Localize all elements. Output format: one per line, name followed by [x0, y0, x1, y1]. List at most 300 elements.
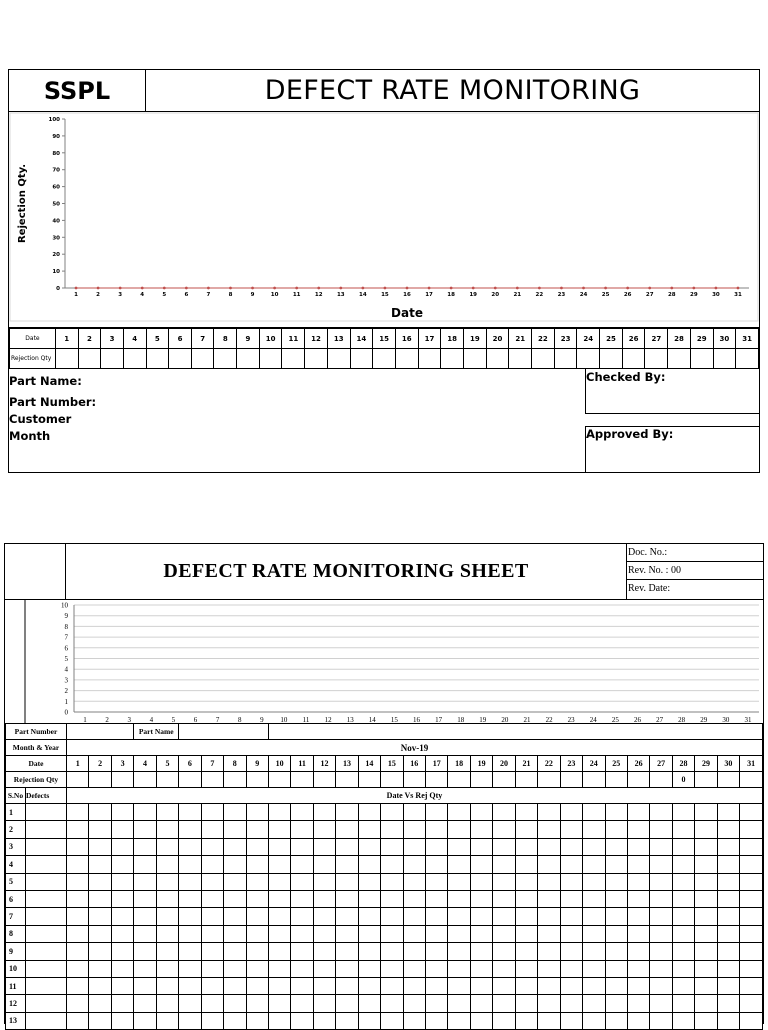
defect-qty-cell[interactable]: [66, 943, 88, 960]
defect-qty-cell[interactable]: [246, 908, 268, 925]
defect-qty-cell[interactable]: [470, 1012, 492, 1029]
defect-qty-cell[interactable]: [583, 873, 605, 890]
defect-qty-cell[interactable]: [66, 838, 88, 855]
defect-name-cell[interactable]: [25, 960, 66, 977]
defect-qty-cell[interactable]: [740, 977, 763, 994]
defect-qty-cell[interactable]: [740, 838, 763, 855]
defect-qty-cell[interactable]: [313, 1012, 335, 1029]
defect-qty-cell[interactable]: [246, 838, 268, 855]
defect-qty-cell[interactable]: [740, 821, 763, 838]
defect-qty-cell[interactable]: [201, 977, 223, 994]
defect-qty-cell[interactable]: [470, 960, 492, 977]
sheet-rejection-cell[interactable]: [358, 772, 380, 788]
defect-qty-cell[interactable]: [358, 890, 380, 907]
defect-qty-cell[interactable]: [291, 890, 313, 907]
defect-qty-cell[interactable]: [627, 821, 649, 838]
defect-qty-cell[interactable]: [201, 960, 223, 977]
rejection-cell[interactable]: [441, 349, 464, 369]
defect-qty-cell[interactable]: [358, 960, 380, 977]
defect-qty-cell[interactable]: [672, 925, 694, 942]
defect-qty-cell[interactable]: [66, 925, 88, 942]
sheet-rejection-cell[interactable]: [493, 772, 515, 788]
defect-qty-cell[interactable]: [224, 908, 246, 925]
defect-qty-cell[interactable]: [89, 960, 111, 977]
defect-qty-cell[interactable]: [448, 995, 470, 1012]
defect-qty-cell[interactable]: [426, 873, 448, 890]
defect-qty-cell[interactable]: [583, 856, 605, 873]
defect-qty-cell[interactable]: [538, 908, 560, 925]
sheet-rejection-cell[interactable]: [448, 772, 470, 788]
defect-qty-cell[interactable]: [560, 821, 582, 838]
defect-qty-cell[interactable]: [179, 873, 201, 890]
defect-qty-cell[interactable]: [134, 838, 156, 855]
sheet-rejection-cell[interactable]: [313, 772, 335, 788]
defect-qty-cell[interactable]: [268, 873, 290, 890]
defect-qty-cell[interactable]: [650, 977, 672, 994]
sheet-rejection-cell[interactable]: [538, 772, 560, 788]
defect-qty-cell[interactable]: [605, 943, 627, 960]
defect-qty-cell[interactable]: [66, 804, 88, 821]
approved-by-box[interactable]: [585, 426, 759, 472]
defect-qty-cell[interactable]: [313, 908, 335, 925]
defect-qty-cell[interactable]: [179, 804, 201, 821]
defect-qty-cell[interactable]: [605, 995, 627, 1012]
defect-qty-cell[interactable]: [627, 960, 649, 977]
sheet-rejection-cell[interactable]: [403, 772, 425, 788]
part-name-value[interactable]: [179, 724, 269, 740]
defect-qty-cell[interactable]: [268, 908, 290, 925]
defect-qty-cell[interactable]: [134, 960, 156, 977]
defect-qty-cell[interactable]: [650, 804, 672, 821]
defect-qty-cell[interactable]: [515, 804, 537, 821]
defect-qty-cell[interactable]: [560, 977, 582, 994]
defect-qty-cell[interactable]: [470, 856, 492, 873]
defect-qty-cell[interactable]: [134, 908, 156, 925]
defect-qty-cell[interactable]: [426, 943, 448, 960]
defect-qty-cell[interactable]: [246, 873, 268, 890]
rejection-cell[interactable]: [713, 349, 736, 369]
defect-qty-cell[interactable]: [179, 995, 201, 1012]
defect-qty-cell[interactable]: [583, 925, 605, 942]
defect-qty-cell[interactable]: [313, 821, 335, 838]
defect-qty-cell[interactable]: [268, 925, 290, 942]
rejection-cell[interactable]: [146, 349, 169, 369]
defect-qty-cell[interactable]: [224, 960, 246, 977]
defect-qty-cell[interactable]: [560, 890, 582, 907]
defect-qty-cell[interactable]: [336, 943, 358, 960]
defect-qty-cell[interactable]: [493, 943, 515, 960]
defect-qty-cell[interactable]: [358, 838, 380, 855]
defect-qty-cell[interactable]: [560, 838, 582, 855]
defect-qty-cell[interactable]: [111, 977, 133, 994]
defect-qty-cell[interactable]: [66, 821, 88, 838]
rejection-cell[interactable]: [214, 349, 237, 369]
defect-qty-cell[interactable]: [515, 821, 537, 838]
rejection-cell[interactable]: [690, 349, 713, 369]
defect-qty-cell[interactable]: [336, 804, 358, 821]
defect-qty-cell[interactable]: [740, 856, 763, 873]
defect-qty-cell[interactable]: [403, 1012, 425, 1029]
defect-qty-cell[interactable]: [448, 821, 470, 838]
defect-qty-cell[interactable]: [627, 1012, 649, 1029]
sheet-rejection-cell[interactable]: [179, 772, 201, 788]
defect-qty-cell[interactable]: [111, 960, 133, 977]
defect-qty-cell[interactable]: [179, 856, 201, 873]
defect-qty-cell[interactable]: [650, 995, 672, 1012]
defect-qty-cell[interactable]: [201, 856, 223, 873]
defect-qty-cell[interactable]: [560, 1012, 582, 1029]
defect-qty-cell[interactable]: [111, 873, 133, 890]
defect-qty-cell[interactable]: [470, 925, 492, 942]
defect-qty-cell[interactable]: [381, 960, 403, 977]
defect-qty-cell[interactable]: [515, 873, 537, 890]
defect-qty-cell[interactable]: [246, 977, 268, 994]
defect-qty-cell[interactable]: [493, 838, 515, 855]
defect-qty-cell[interactable]: [605, 838, 627, 855]
rejection-cell[interactable]: [463, 349, 486, 369]
defect-qty-cell[interactable]: [201, 821, 223, 838]
defect-qty-cell[interactable]: [156, 838, 178, 855]
sheet-rejection-cell[interactable]: [336, 772, 358, 788]
defect-qty-cell[interactable]: [201, 838, 223, 855]
defect-qty-cell[interactable]: [336, 960, 358, 977]
sheet-rejection-cell[interactable]: [201, 772, 223, 788]
defect-qty-cell[interactable]: [448, 856, 470, 873]
defect-qty-cell[interactable]: [111, 1012, 133, 1029]
defect-qty-cell[interactable]: [89, 804, 111, 821]
defect-qty-cell[interactable]: [470, 890, 492, 907]
defect-qty-cell[interactable]: [313, 925, 335, 942]
rejection-cell[interactable]: [327, 349, 350, 369]
defect-name-cell[interactable]: [25, 856, 66, 873]
defect-qty-cell[interactable]: [605, 804, 627, 821]
defect-qty-cell[interactable]: [605, 977, 627, 994]
defect-qty-cell[interactable]: [268, 890, 290, 907]
defect-qty-cell[interactable]: [381, 821, 403, 838]
defect-qty-cell[interactable]: [650, 821, 672, 838]
defect-qty-cell[interactable]: [246, 943, 268, 960]
rev-no-field[interactable]: Rev. No. : 00: [627, 562, 763, 580]
defect-qty-cell[interactable]: [695, 925, 717, 942]
defect-qty-cell[interactable]: [403, 890, 425, 907]
defect-qty-cell[interactable]: [426, 960, 448, 977]
defect-qty-cell[interactable]: [695, 908, 717, 925]
defect-qty-cell[interactable]: [268, 943, 290, 960]
defect-qty-cell[interactable]: [605, 873, 627, 890]
sheet-rejection-cell[interactable]: [66, 772, 88, 788]
defect-qty-cell[interactable]: [560, 995, 582, 1012]
defect-qty-cell[interactable]: [627, 925, 649, 942]
defect-qty-cell[interactable]: [134, 995, 156, 1012]
defect-qty-cell[interactable]: [313, 960, 335, 977]
defect-qty-cell[interactable]: [448, 890, 470, 907]
defect-name-cell[interactable]: [25, 838, 66, 855]
defect-qty-cell[interactable]: [381, 925, 403, 942]
defect-qty-cell[interactable]: [313, 977, 335, 994]
defect-qty-cell[interactable]: [717, 838, 739, 855]
defect-qty-cell[interactable]: [583, 960, 605, 977]
rejection-cell[interactable]: [532, 349, 555, 369]
defect-qty-cell[interactable]: [134, 856, 156, 873]
defect-qty-cell[interactable]: [134, 821, 156, 838]
defect-qty-cell[interactable]: [291, 856, 313, 873]
defect-qty-cell[interactable]: [627, 977, 649, 994]
defect-qty-cell[interactable]: [583, 821, 605, 838]
defect-qty-cell[interactable]: [605, 856, 627, 873]
defect-qty-cell[interactable]: [695, 804, 717, 821]
checked-by-box[interactable]: [585, 368, 759, 414]
defect-qty-cell[interactable]: [313, 943, 335, 960]
defect-qty-cell[interactable]: [134, 943, 156, 960]
defect-qty-cell[interactable]: [156, 856, 178, 873]
defect-qty-cell[interactable]: [381, 908, 403, 925]
defect-qty-cell[interactable]: [426, 1012, 448, 1029]
defect-qty-cell[interactable]: [650, 856, 672, 873]
defect-qty-cell[interactable]: [336, 995, 358, 1012]
defect-qty-cell[interactable]: [134, 804, 156, 821]
defect-qty-cell[interactable]: [111, 838, 133, 855]
sheet-rejection-cell[interactable]: [426, 772, 448, 788]
defect-qty-cell[interactable]: [358, 1012, 380, 1029]
defect-qty-cell[interactable]: [403, 821, 425, 838]
defect-qty-cell[interactable]: [291, 821, 313, 838]
defect-qty-cell[interactable]: [179, 977, 201, 994]
defect-qty-cell[interactable]: [426, 838, 448, 855]
defect-qty-cell[interactable]: [448, 943, 470, 960]
defect-qty-cell[interactable]: [426, 925, 448, 942]
defect-qty-cell[interactable]: [583, 995, 605, 1012]
defect-qty-cell[interactable]: [381, 890, 403, 907]
part-number-value[interactable]: [66, 724, 133, 740]
defect-qty-cell[interactable]: [381, 873, 403, 890]
defect-qty-cell[interactable]: [246, 856, 268, 873]
defect-qty-cell[interactable]: [66, 873, 88, 890]
defect-qty-cell[interactable]: [493, 925, 515, 942]
defect-qty-cell[interactable]: [179, 943, 201, 960]
defect-qty-cell[interactable]: [224, 856, 246, 873]
sheet-rejection-cell[interactable]: [583, 772, 605, 788]
defect-qty-cell[interactable]: [336, 925, 358, 942]
defect-qty-cell[interactable]: [156, 977, 178, 994]
defect-qty-cell[interactable]: [381, 995, 403, 1012]
defect-qty-cell[interactable]: [740, 1012, 763, 1029]
defect-qty-cell[interactable]: [313, 856, 335, 873]
defect-qty-cell[interactable]: [89, 943, 111, 960]
defect-qty-cell[interactable]: [515, 995, 537, 1012]
defect-qty-cell[interactable]: [493, 873, 515, 890]
defect-qty-cell[interactable]: [246, 890, 268, 907]
defect-qty-cell[interactable]: [313, 838, 335, 855]
defect-qty-cell[interactable]: [381, 1012, 403, 1029]
defect-qty-cell[interactable]: [605, 908, 627, 925]
defect-qty-cell[interactable]: [470, 838, 492, 855]
defect-qty-cell[interactable]: [493, 890, 515, 907]
defect-qty-cell[interactable]: [268, 821, 290, 838]
defect-qty-cell[interactable]: [66, 908, 88, 925]
defect-qty-cell[interactable]: [156, 943, 178, 960]
defect-name-cell[interactable]: [25, 1012, 66, 1029]
rejection-cell[interactable]: [78, 349, 101, 369]
defect-qty-cell[interactable]: [66, 856, 88, 873]
defect-qty-cell[interactable]: [426, 804, 448, 821]
defect-qty-cell[interactable]: [650, 1012, 672, 1029]
defect-qty-cell[interactable]: [740, 960, 763, 977]
defect-qty-cell[interactable]: [89, 890, 111, 907]
defect-qty-cell[interactable]: [538, 890, 560, 907]
rejection-cell[interactable]: [554, 349, 577, 369]
defect-qty-cell[interactable]: [111, 943, 133, 960]
defect-qty-cell[interactable]: [89, 838, 111, 855]
rejection-cell[interactable]: [191, 349, 214, 369]
defect-qty-cell[interactable]: [134, 925, 156, 942]
defect-qty-cell[interactable]: [470, 977, 492, 994]
defect-name-cell[interactable]: [25, 943, 66, 960]
defect-qty-cell[interactable]: [470, 873, 492, 890]
rejection-cell[interactable]: [418, 349, 441, 369]
defect-qty-cell[interactable]: [268, 838, 290, 855]
defect-qty-cell[interactable]: [224, 873, 246, 890]
defect-qty-cell[interactable]: [403, 943, 425, 960]
defect-qty-cell[interactable]: [336, 873, 358, 890]
defect-qty-cell[interactable]: [672, 1012, 694, 1029]
defect-qty-cell[interactable]: [650, 943, 672, 960]
defect-qty-cell[interactable]: [201, 943, 223, 960]
defect-name-cell[interactable]: [25, 821, 66, 838]
defect-qty-cell[interactable]: [156, 1012, 178, 1029]
defect-qty-cell[interactable]: [470, 821, 492, 838]
sheet-rejection-cell[interactable]: [650, 772, 672, 788]
defect-qty-cell[interactable]: [336, 856, 358, 873]
defect-qty-cell[interactable]: [740, 995, 763, 1012]
defect-qty-cell[interactable]: [381, 943, 403, 960]
defect-qty-cell[interactable]: [381, 838, 403, 855]
defect-qty-cell[interactable]: [695, 838, 717, 855]
defect-qty-cell[interactable]: [448, 977, 470, 994]
defect-qty-cell[interactable]: [650, 890, 672, 907]
defect-name-cell[interactable]: [25, 890, 66, 907]
defect-qty-cell[interactable]: [358, 804, 380, 821]
defect-qty-cell[interactable]: [605, 960, 627, 977]
defect-qty-cell[interactable]: [66, 890, 88, 907]
defect-qty-cell[interactable]: [627, 908, 649, 925]
defect-qty-cell[interactable]: [560, 804, 582, 821]
defect-qty-cell[interactable]: [201, 804, 223, 821]
defect-qty-cell[interactable]: [583, 1012, 605, 1029]
defect-qty-cell[interactable]: [89, 977, 111, 994]
defect-qty-cell[interactable]: [717, 960, 739, 977]
defect-qty-cell[interactable]: [717, 821, 739, 838]
defect-qty-cell[interactable]: [403, 960, 425, 977]
defect-qty-cell[interactable]: [717, 995, 739, 1012]
defect-qty-cell[interactable]: [695, 943, 717, 960]
defect-qty-cell[interactable]: [695, 1012, 717, 1029]
sheet-rejection-cell[interactable]: [560, 772, 582, 788]
sheet-rejection-cell[interactable]: [627, 772, 649, 788]
defect-qty-cell[interactable]: [89, 821, 111, 838]
defect-qty-cell[interactable]: [336, 890, 358, 907]
defect-name-cell[interactable]: [25, 977, 66, 994]
rejection-cell[interactable]: [55, 349, 78, 369]
defect-qty-cell[interactable]: [627, 838, 649, 855]
defect-qty-cell[interactable]: [201, 1012, 223, 1029]
defect-qty-cell[interactable]: [695, 856, 717, 873]
defect-qty-cell[interactable]: [583, 908, 605, 925]
sheet-rejection-cell[interactable]: [224, 772, 246, 788]
defect-qty-cell[interactable]: [515, 908, 537, 925]
defect-qty-cell[interactable]: [515, 856, 537, 873]
defect-qty-cell[interactable]: [560, 925, 582, 942]
defect-qty-cell[interactable]: [515, 838, 537, 855]
defect-qty-cell[interactable]: [560, 908, 582, 925]
defect-qty-cell[interactable]: [246, 925, 268, 942]
defect-qty-cell[interactable]: [627, 943, 649, 960]
defect-qty-cell[interactable]: [134, 890, 156, 907]
defect-qty-cell[interactable]: [89, 1012, 111, 1029]
defect-qty-cell[interactable]: [538, 873, 560, 890]
defect-qty-cell[interactable]: [336, 977, 358, 994]
defect-qty-cell[interactable]: [493, 977, 515, 994]
defect-qty-cell[interactable]: [448, 873, 470, 890]
sheet-rejection-cell[interactable]: [605, 772, 627, 788]
sheet-rejection-cell[interactable]: [515, 772, 537, 788]
defect-qty-cell[interactable]: [358, 873, 380, 890]
defect-qty-cell[interactable]: [224, 821, 246, 838]
defect-name-cell[interactable]: [25, 995, 66, 1012]
defect-qty-cell[interactable]: [538, 856, 560, 873]
defect-qty-cell[interactable]: [717, 856, 739, 873]
defect-qty-cell[interactable]: [156, 890, 178, 907]
defect-qty-cell[interactable]: [358, 925, 380, 942]
defect-qty-cell[interactable]: [291, 977, 313, 994]
defect-qty-cell[interactable]: [426, 977, 448, 994]
defect-qty-cell[interactable]: [291, 908, 313, 925]
defect-qty-cell[interactable]: [268, 960, 290, 977]
defect-qty-cell[interactable]: [246, 821, 268, 838]
defect-qty-cell[interactable]: [515, 1012, 537, 1029]
defect-qty-cell[interactable]: [291, 804, 313, 821]
sheet-rejection-cell[interactable]: [246, 772, 268, 788]
rejection-cell[interactable]: [259, 349, 282, 369]
defect-qty-cell[interactable]: [672, 977, 694, 994]
defect-qty-cell[interactable]: [695, 821, 717, 838]
defect-qty-cell[interactable]: [403, 925, 425, 942]
rejection-cell[interactable]: [282, 349, 305, 369]
defect-qty-cell[interactable]: [111, 908, 133, 925]
defect-qty-cell[interactable]: [336, 821, 358, 838]
defect-name-cell[interactable]: [25, 908, 66, 925]
defect-qty-cell[interactable]: [650, 873, 672, 890]
defect-qty-cell[interactable]: [201, 925, 223, 942]
defect-qty-cell[interactable]: [740, 890, 763, 907]
defect-qty-cell[interactable]: [179, 838, 201, 855]
defect-qty-cell[interactable]: [650, 960, 672, 977]
defect-qty-cell[interactable]: [627, 890, 649, 907]
defect-qty-cell[interactable]: [246, 960, 268, 977]
defect-qty-cell[interactable]: [605, 821, 627, 838]
defect-qty-cell[interactable]: [179, 821, 201, 838]
defect-qty-cell[interactable]: [560, 960, 582, 977]
defect-qty-cell[interactable]: [403, 873, 425, 890]
defect-qty-cell[interactable]: [493, 856, 515, 873]
defect-qty-cell[interactable]: [224, 977, 246, 994]
defect-qty-cell[interactable]: [470, 943, 492, 960]
defect-qty-cell[interactable]: [740, 908, 763, 925]
defect-qty-cell[interactable]: [672, 943, 694, 960]
defect-qty-cell[interactable]: [201, 908, 223, 925]
defect-qty-cell[interactable]: [493, 960, 515, 977]
rejection-cell[interactable]: [123, 349, 146, 369]
defect-qty-cell[interactable]: [291, 925, 313, 942]
